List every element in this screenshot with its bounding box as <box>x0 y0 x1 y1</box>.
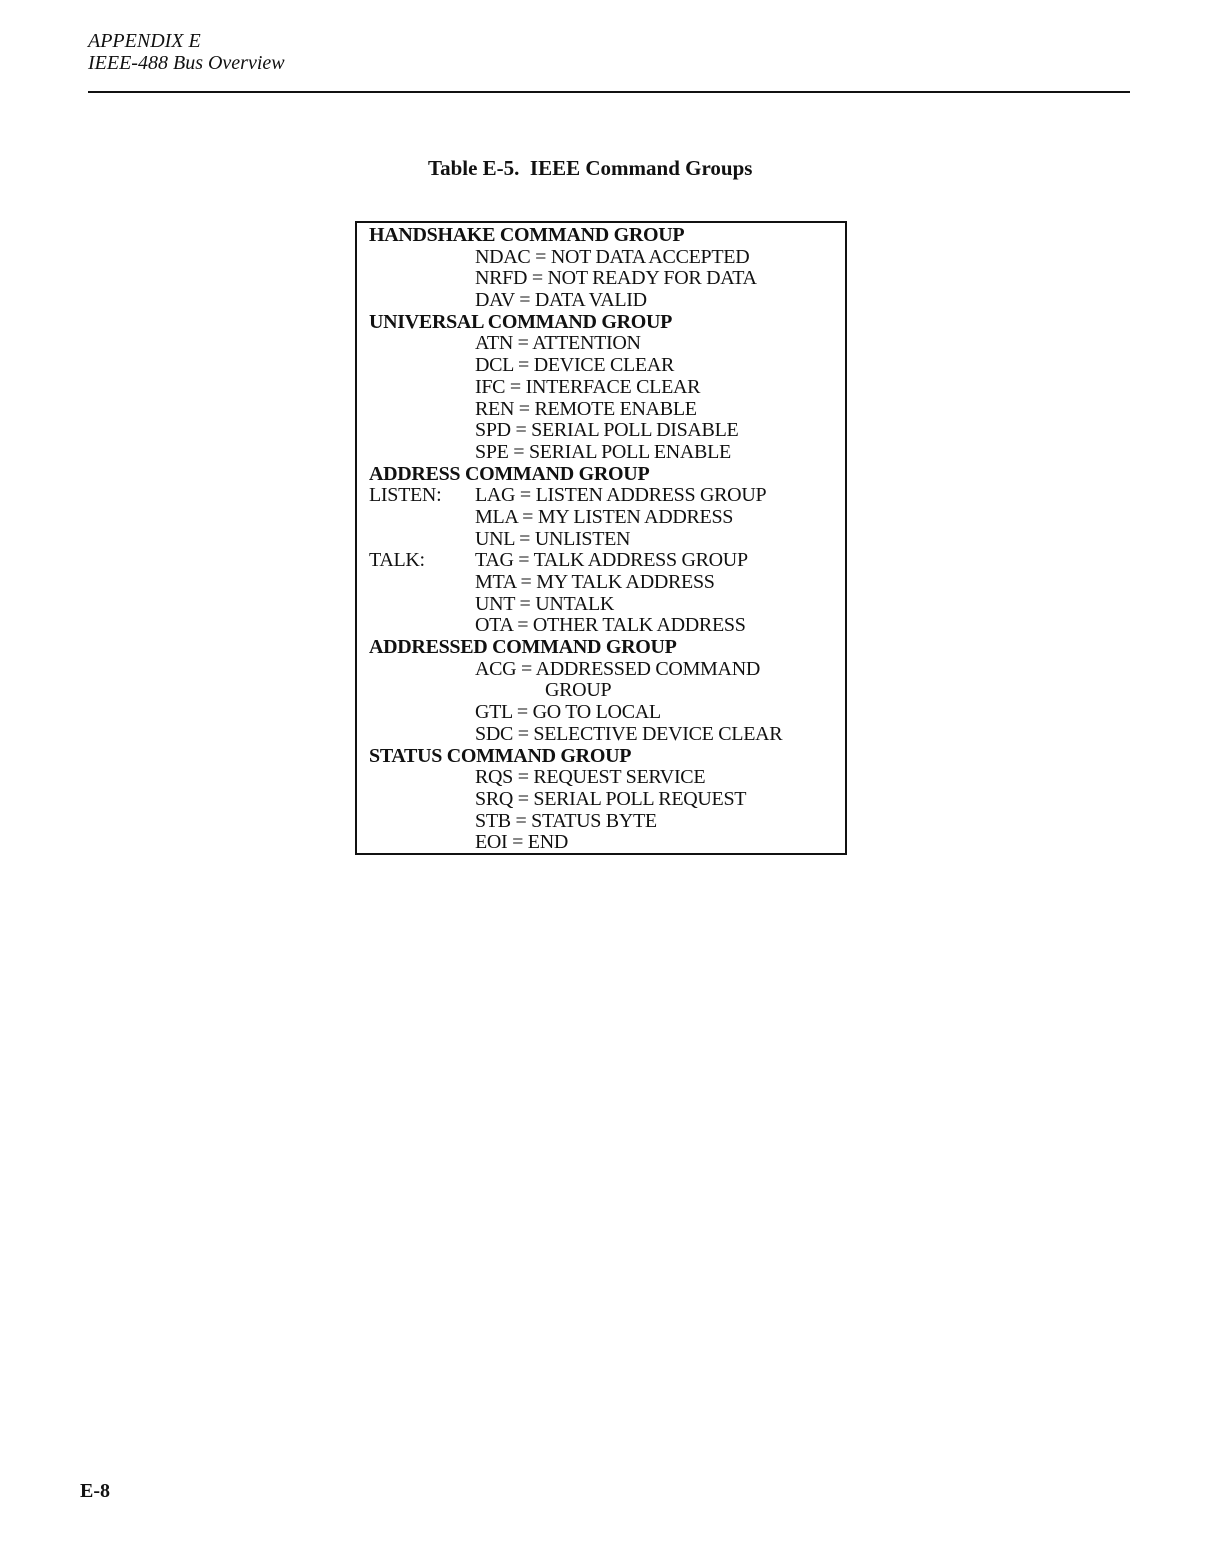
command-row <box>369 268 782 290</box>
command-row <box>369 355 782 377</box>
command-row <box>369 789 782 811</box>
command-row <box>369 420 782 442</box>
command-definition: MLA = MY LISTEN ADDRESS <box>475 505 734 528</box>
subgroup-label <box>369 377 475 399</box>
command-definition: SDC = SELECTIVE DEVICE CLEAR <box>475 722 783 745</box>
table-caption <box>428 156 752 181</box>
subgroup-label <box>369 832 475 854</box>
command-definition: MTA = MY TALK ADDRESS <box>475 571 715 593</box>
command-row <box>369 485 782 507</box>
command-definition: GROUP <box>545 679 612 702</box>
command-definition: ATN = ATTENTION <box>475 332 641 355</box>
command-definition: REN = REMOTE ENABLE <box>475 397 697 420</box>
command-row <box>369 572 782 594</box>
subgroup-label <box>369 789 475 811</box>
command-definition: NDAC = NOT DATA ACCEPTED <box>475 245 750 268</box>
group-title: ADDRESSED COMMAND GROUP <box>369 636 677 659</box>
command-definition: SPE = SERIAL POLL ENABLE <box>475 440 731 463</box>
command-definition: NRFD = NOT READY FOR DATA <box>475 267 757 290</box>
group-title: STATUS COMMAND GROUP <box>369 744 632 767</box>
subgroup-label <box>369 724 475 746</box>
command-definition: SRQ = SERIAL POLL REQUEST <box>475 787 747 810</box>
command-definition: DCL = DEVICE CLEAR <box>475 354 675 377</box>
command-row <box>369 659 782 681</box>
appendix-title: APPENDIX E <box>88 30 201 52</box>
subgroup-label: LISTEN: <box>369 484 442 507</box>
command-definition: EOI = END <box>475 831 569 854</box>
command-row <box>369 529 782 551</box>
command-row <box>369 702 782 724</box>
command-row <box>369 290 782 312</box>
command-row <box>369 832 782 854</box>
command-row <box>369 680 782 702</box>
command-definition: IFC = INTERFACE CLEAR <box>475 375 701 398</box>
subgroup-label <box>369 333 475 355</box>
page-number: E-8 <box>80 1480 110 1502</box>
command-definition: GTL = GO TO LOCAL <box>475 701 661 724</box>
command-groups-table <box>355 221 847 855</box>
command-definition: TAG = TALK ADDRESS GROUP <box>475 549 748 572</box>
subgroup-label <box>369 767 475 789</box>
group-title: ADDRESS COMMAND GROUP <box>369 462 650 485</box>
command-row <box>369 247 782 269</box>
command-row <box>369 615 782 637</box>
subgroup-label <box>369 572 475 594</box>
subgroup-label <box>369 355 475 377</box>
command-row <box>369 399 782 421</box>
group-title: HANDSHAKE COMMAND GROUP <box>369 224 685 246</box>
subgroup-label <box>369 247 475 269</box>
subgroup-label <box>369 290 475 312</box>
running-head <box>88 30 285 74</box>
command-definition: ACG = ADDRESSED COMMAND <box>475 657 760 680</box>
command-row <box>369 811 782 833</box>
subgroup-label <box>369 442 475 464</box>
header-rule <box>88 91 1130 93</box>
command-definition: UNL = UNLISTEN <box>475 527 631 550</box>
command-row <box>369 767 782 789</box>
subgroup-label <box>369 268 475 290</box>
command-row <box>369 724 782 746</box>
table-number: Table E-5. <box>428 156 520 180</box>
command-row <box>369 507 782 529</box>
subgroup-label <box>369 659 475 681</box>
command-row <box>369 442 782 464</box>
section-title: IEEE-488 Bus Overview <box>88 52 285 74</box>
subgroup-label <box>369 702 475 724</box>
subgroup-label <box>369 680 545 702</box>
command-row <box>369 550 782 572</box>
command-definition: STB = STATUS BYTE <box>475 809 657 832</box>
command-groups-list <box>369 225 782 854</box>
subgroup-label <box>369 399 475 421</box>
command-definition: SPD = SERIAL POLL DISABLE <box>475 419 739 442</box>
command-row <box>369 377 782 399</box>
subgroup-label <box>369 594 475 616</box>
subgroup-label <box>369 811 475 833</box>
subgroup-label <box>369 420 475 442</box>
command-definition: DAV = DATA VALID <box>475 289 647 312</box>
command-definition: OTA = OTHER TALK ADDRESS <box>475 614 746 637</box>
subgroup-label: TALK: <box>369 549 425 572</box>
command-definition: LAG = LISTEN ADDRESS GROUP <box>475 484 767 507</box>
command-definition: UNT = UNTALK <box>475 592 615 615</box>
subgroup-label <box>369 615 475 637</box>
command-definition: RQS = REQUEST SERVICE <box>475 766 706 789</box>
subgroup-label <box>369 507 475 529</box>
table-title: IEEE Command Groups <box>529 156 753 180</box>
command-row <box>369 594 782 616</box>
group-title: UNIVERSAL COMMAND GROUP <box>369 310 673 333</box>
command-row <box>369 333 782 355</box>
subgroup-label <box>369 529 475 551</box>
